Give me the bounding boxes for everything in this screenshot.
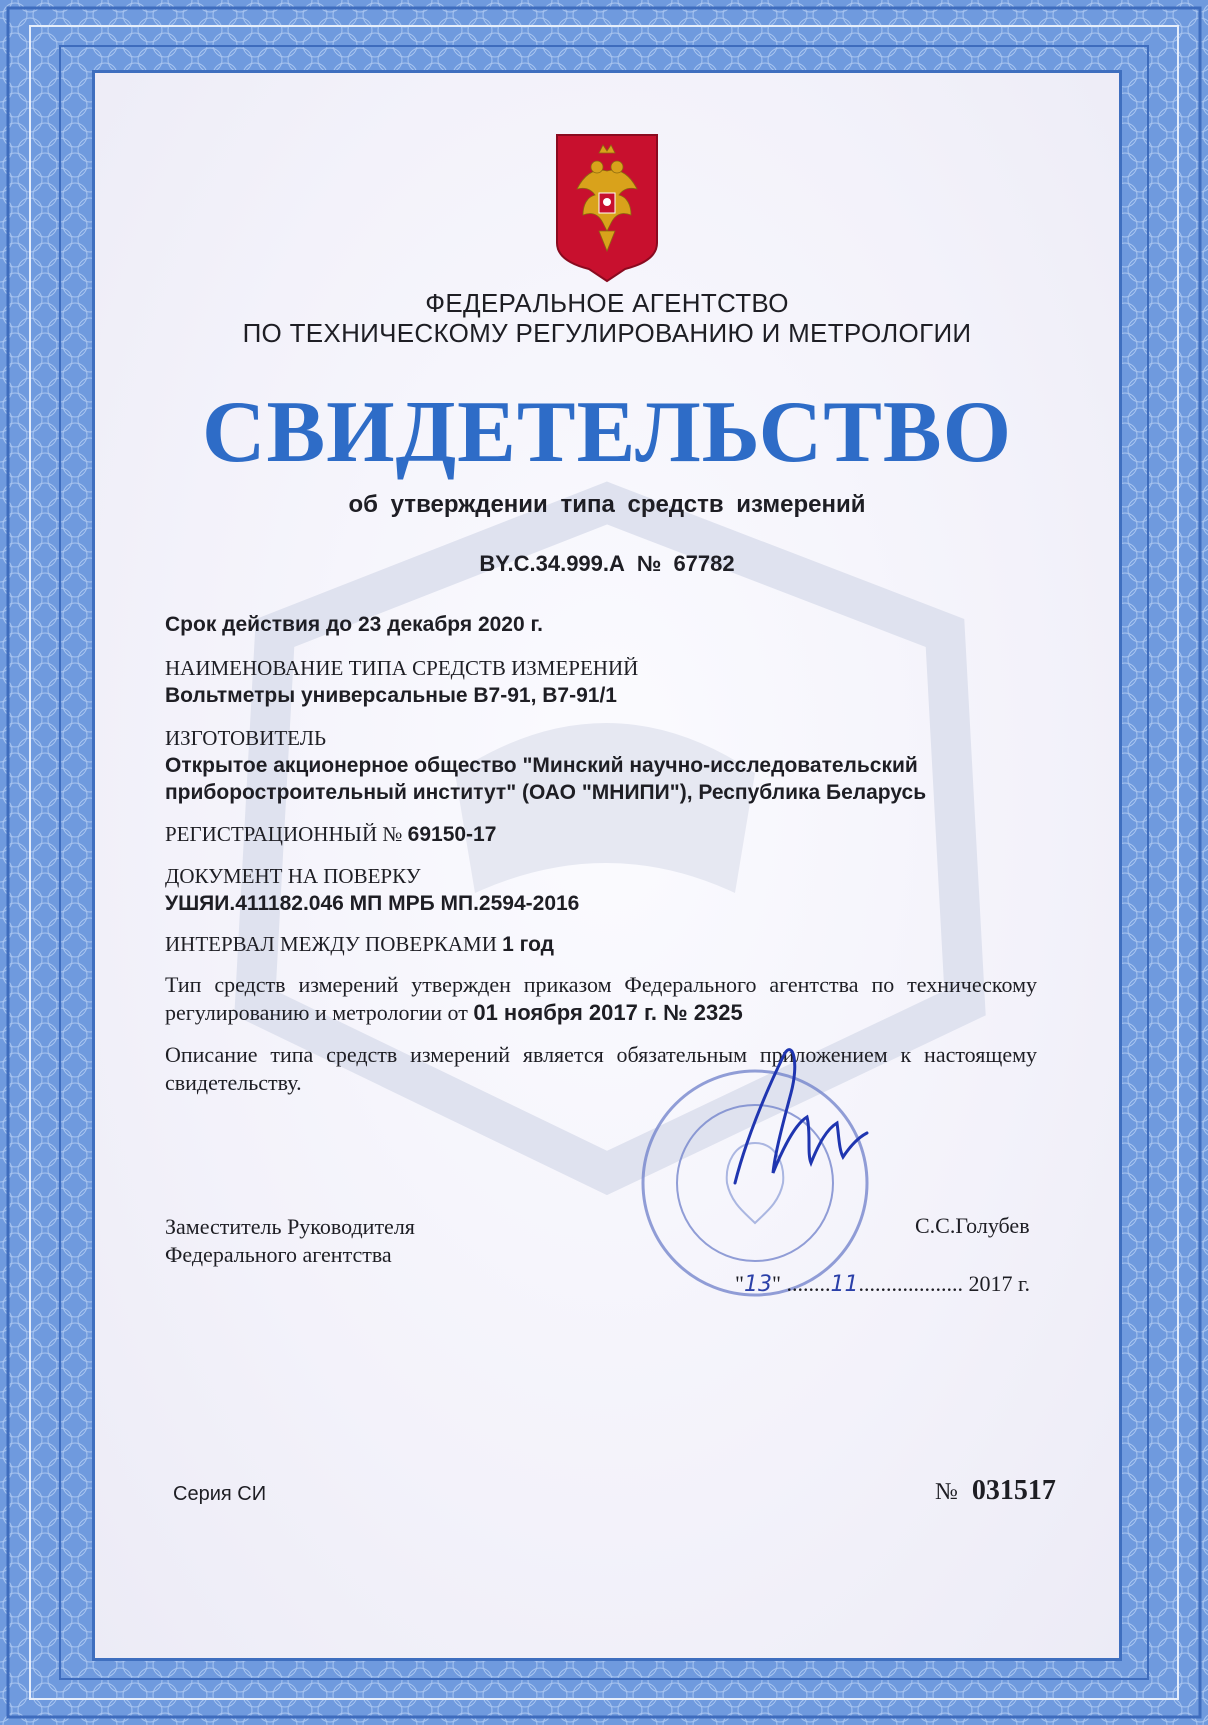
agency-name	[95, 288, 1119, 348]
certificate-number	[95, 551, 1119, 577]
certificate-no-sign: №	[636, 551, 662, 576]
signatory-position-line-2: Федерального агентства	[165, 1242, 392, 1267]
handwritten-signature	[715, 1033, 875, 1203]
certificate-code: BY.C.34.999.A	[479, 551, 625, 576]
document-title: СВИДЕТЕЛЬСТВО	[201, 384, 1013, 481]
instrument-type-label: НАИМЕНОВАНИЕ ТИПА СРЕДСТВ ИЗМЕРЕНИЙ	[165, 656, 639, 680]
document-subtitle: об утверждении типа средств измерений	[348, 491, 866, 518]
approval-date: 01 ноября 2017 г. № 2325	[473, 1000, 743, 1025]
signatory-position	[165, 1213, 415, 1269]
description-paragraph: Описание типа средств измерений является обязательным приложением к настоящему свидетельству.	[165, 1042, 1037, 1095]
registration-section	[165, 821, 1065, 848]
interval-section	[165, 931, 1065, 958]
approval-paragraph	[165, 971, 1037, 1027]
signatory-position-line-1: Заместитель Руководителя	[165, 1214, 415, 1239]
signature-date: "13" ........11................... 2017 г.	[735, 1271, 1031, 1297]
signatory-name: С.С.Голубев	[915, 1213, 1030, 1238]
coat-of-arms-emblem	[553, 131, 661, 283]
verification-doc-label: ДОКУМЕНТ НА ПОВЕРКУ	[165, 864, 421, 888]
verification-doc-value: УШЯИ.411182.046 МП МРБ МП.2594-2016	[165, 892, 580, 915]
validity-line: Срок действия до 23 декабря 2020 г.	[165, 613, 543, 636]
series-label: Серия СИ	[173, 1483, 267, 1505]
approval-text: Тип средств измерений утвержден приказом Федерального агентства по техническому регулированию и метрологии от	[165, 972, 1037, 1025]
manufacturer-label: ИЗГОТОВИТЕЛЬ	[165, 726, 327, 750]
certificate-number-value: 67782	[673, 551, 735, 576]
serial-no-sign: №	[935, 1479, 958, 1505]
instrument-type-value: Вольтметры универсальные В7-91, В7-91/1	[165, 684, 617, 707]
registration-label: РЕГИСТРАЦИОННЫЙ №	[165, 822, 403, 846]
interval-value: 1 год	[502, 933, 555, 956]
manufacturer-line-2: приборостроительный институт" (ОАО "МНИПИ"), Республика Беларусь	[165, 781, 927, 804]
serial-number-value: 031517	[971, 1475, 1056, 1506]
agency-line-2: ПО ТЕХНИЧЕСКОМУ РЕГУЛИРОВАНИЮ И МЕТРОЛОГИИ	[242, 318, 972, 348]
manufacturer-line-1: Открытое акционерное общество "Минский научно-исследовательский	[165, 754, 918, 777]
sign-day: 13	[743, 1272, 772, 1297]
manufacturer-section	[165, 725, 1065, 806]
sign-year: 2017 г.	[968, 1271, 1031, 1296]
instrument-type-section	[165, 655, 1065, 709]
serial-number	[935, 1475, 1056, 1507]
interval-label: ИНТЕРВАЛ МЕЖДУ ПОВЕРКАМИ	[165, 932, 497, 956]
sign-month: 11	[830, 1272, 859, 1297]
registration-value: 69150-17	[407, 823, 497, 846]
agency-line-1: ФЕДЕРАЛЬНОЕ АГЕНТСТВО	[425, 288, 789, 318]
verification-doc-section	[165, 863, 1065, 917]
certificate-body	[92, 70, 1122, 1661]
